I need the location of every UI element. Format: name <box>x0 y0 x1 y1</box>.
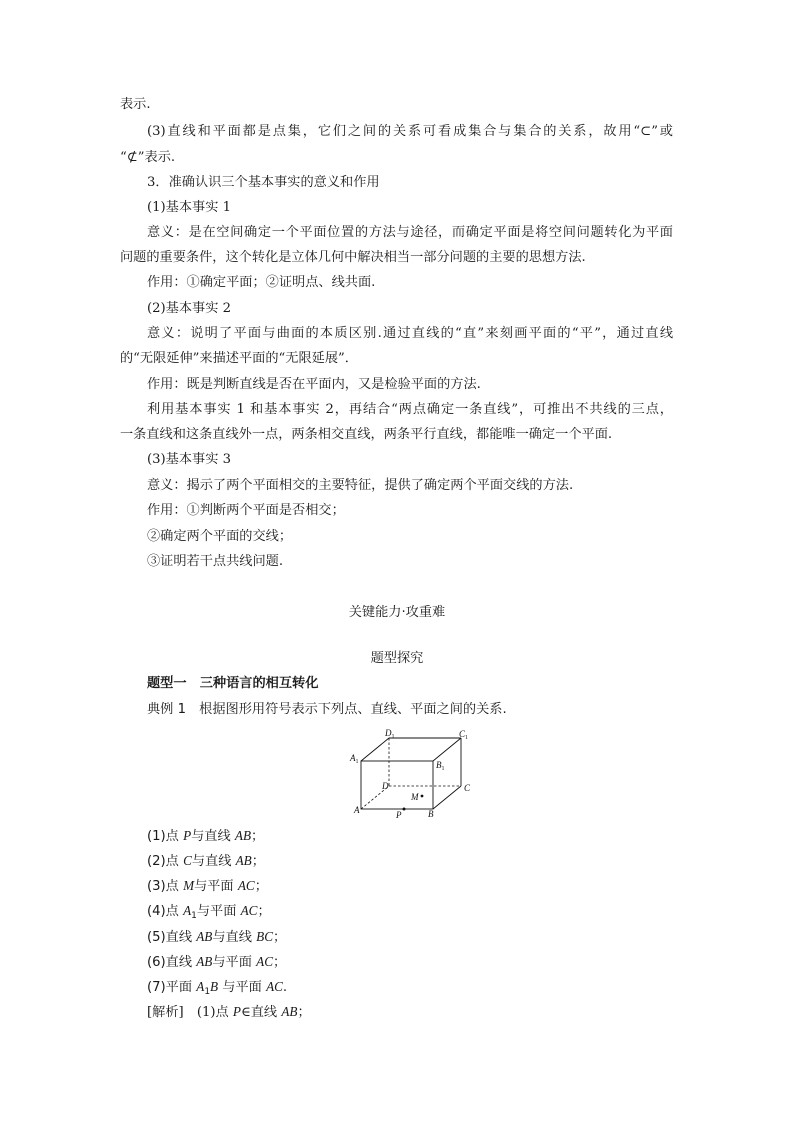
question-item: (1)点 P与直线 AB； <box>147 828 265 844</box>
label-c: C <box>464 783 471 793</box>
cube-figure <box>348 727 472 821</box>
question-item: (5)直线 AB与直线 BC； <box>147 929 287 945</box>
solution-line: [解析] (1)点 P∈直线 AB； <box>147 1004 311 1020</box>
label-a1: $A_1$ <box>350 753 359 765</box>
question-item: (2)点 C与直线 AB； <box>147 853 265 869</box>
label-d1: $D_1$ <box>385 728 395 740</box>
text-line: 作用：①判断两个平面是否相交； <box>147 503 345 518</box>
label-d: D <box>382 781 389 791</box>
question-item: (7)平面 $A_1B$ 与平面 AC. <box>147 979 288 997</box>
label-b: B <box>428 809 434 819</box>
label-a: A <box>354 805 360 815</box>
text-line: 作用：①确定平面；②证明点、线共面. <box>147 275 376 290</box>
point-p <box>403 808 406 811</box>
example-prompt: 典例 1 根据图形用符号表示下列点、直线、平面之间的关系. <box>147 702 507 717</box>
text-line: 的“无限延伸”来描述平面的“无限延展”． <box>120 351 358 366</box>
text-line: 利用基本事实 1 和基本事实 2，再结合“两点确定一条直线”，可推出不共线的三点， <box>147 402 673 417</box>
text-line: 意义：说明了平面与曲面的本质区别.通过直线的“直”来刻画平面的“平”，通过直线 <box>147 326 673 341</box>
text-line: 意义：揭示了两个平面相交的主要特征，提供了确定两个平面交线的方法. <box>147 478 574 493</box>
text-line: “⊄”表示. <box>120 150 176 165</box>
question-item: (6)直线 AB与平面 AC； <box>147 954 287 970</box>
label-m: M <box>411 792 419 802</box>
section-heading: 3．准确认识三个基本事实的意义和作用 <box>147 175 380 190</box>
text-line: (3)直线和平面都是点集，它们之间的关系可看成集合与集合的关系，故用“⊂”或 <box>147 124 673 139</box>
label-c1: $C_1$ <box>459 729 469 741</box>
text-line: 一条直线和这条直线外一点，两条相交直线，两条平行直线，都能唯一确定一个平面. <box>120 427 613 442</box>
question-item: (3)点 M与平面 AC； <box>147 878 268 894</box>
subsection-heading: (3)基本事实 3 <box>147 452 232 467</box>
text-line: 问题的重要条件，这个转化是立体几何中解决相当一部分问题的主要的思想方法. <box>120 250 586 265</box>
point-m <box>421 795 424 798</box>
subsection-heading: (2)基本事实 2 <box>147 301 232 316</box>
subsection-heading: (1)基本事实 1 <box>147 200 232 215</box>
text-line: ②确定两个平面的交线； <box>147 529 293 544</box>
label-b1: $B_1$ <box>436 760 445 772</box>
problem-type-heading: 题型一 三种语言的相互转化 <box>147 676 319 691</box>
text-line: 表示. <box>120 97 151 112</box>
section-title: 题型探究 <box>370 651 424 666</box>
text-line: 作用：既是判断直线是否在平面内，又是检验平面的方法. <box>147 377 481 392</box>
text-line: 意义：是在空间确定一个平面位置的方法与途径，而确定平面是将空间问题转化为平面 <box>147 225 673 240</box>
text-line: ③证明若干点共线问题. <box>147 554 284 569</box>
chapter-heading: 关键能力·攻重难 <box>348 605 446 620</box>
label-p: P <box>396 810 402 820</box>
question-item: (4)点 $A_1$与平面 AC； <box>147 903 271 921</box>
